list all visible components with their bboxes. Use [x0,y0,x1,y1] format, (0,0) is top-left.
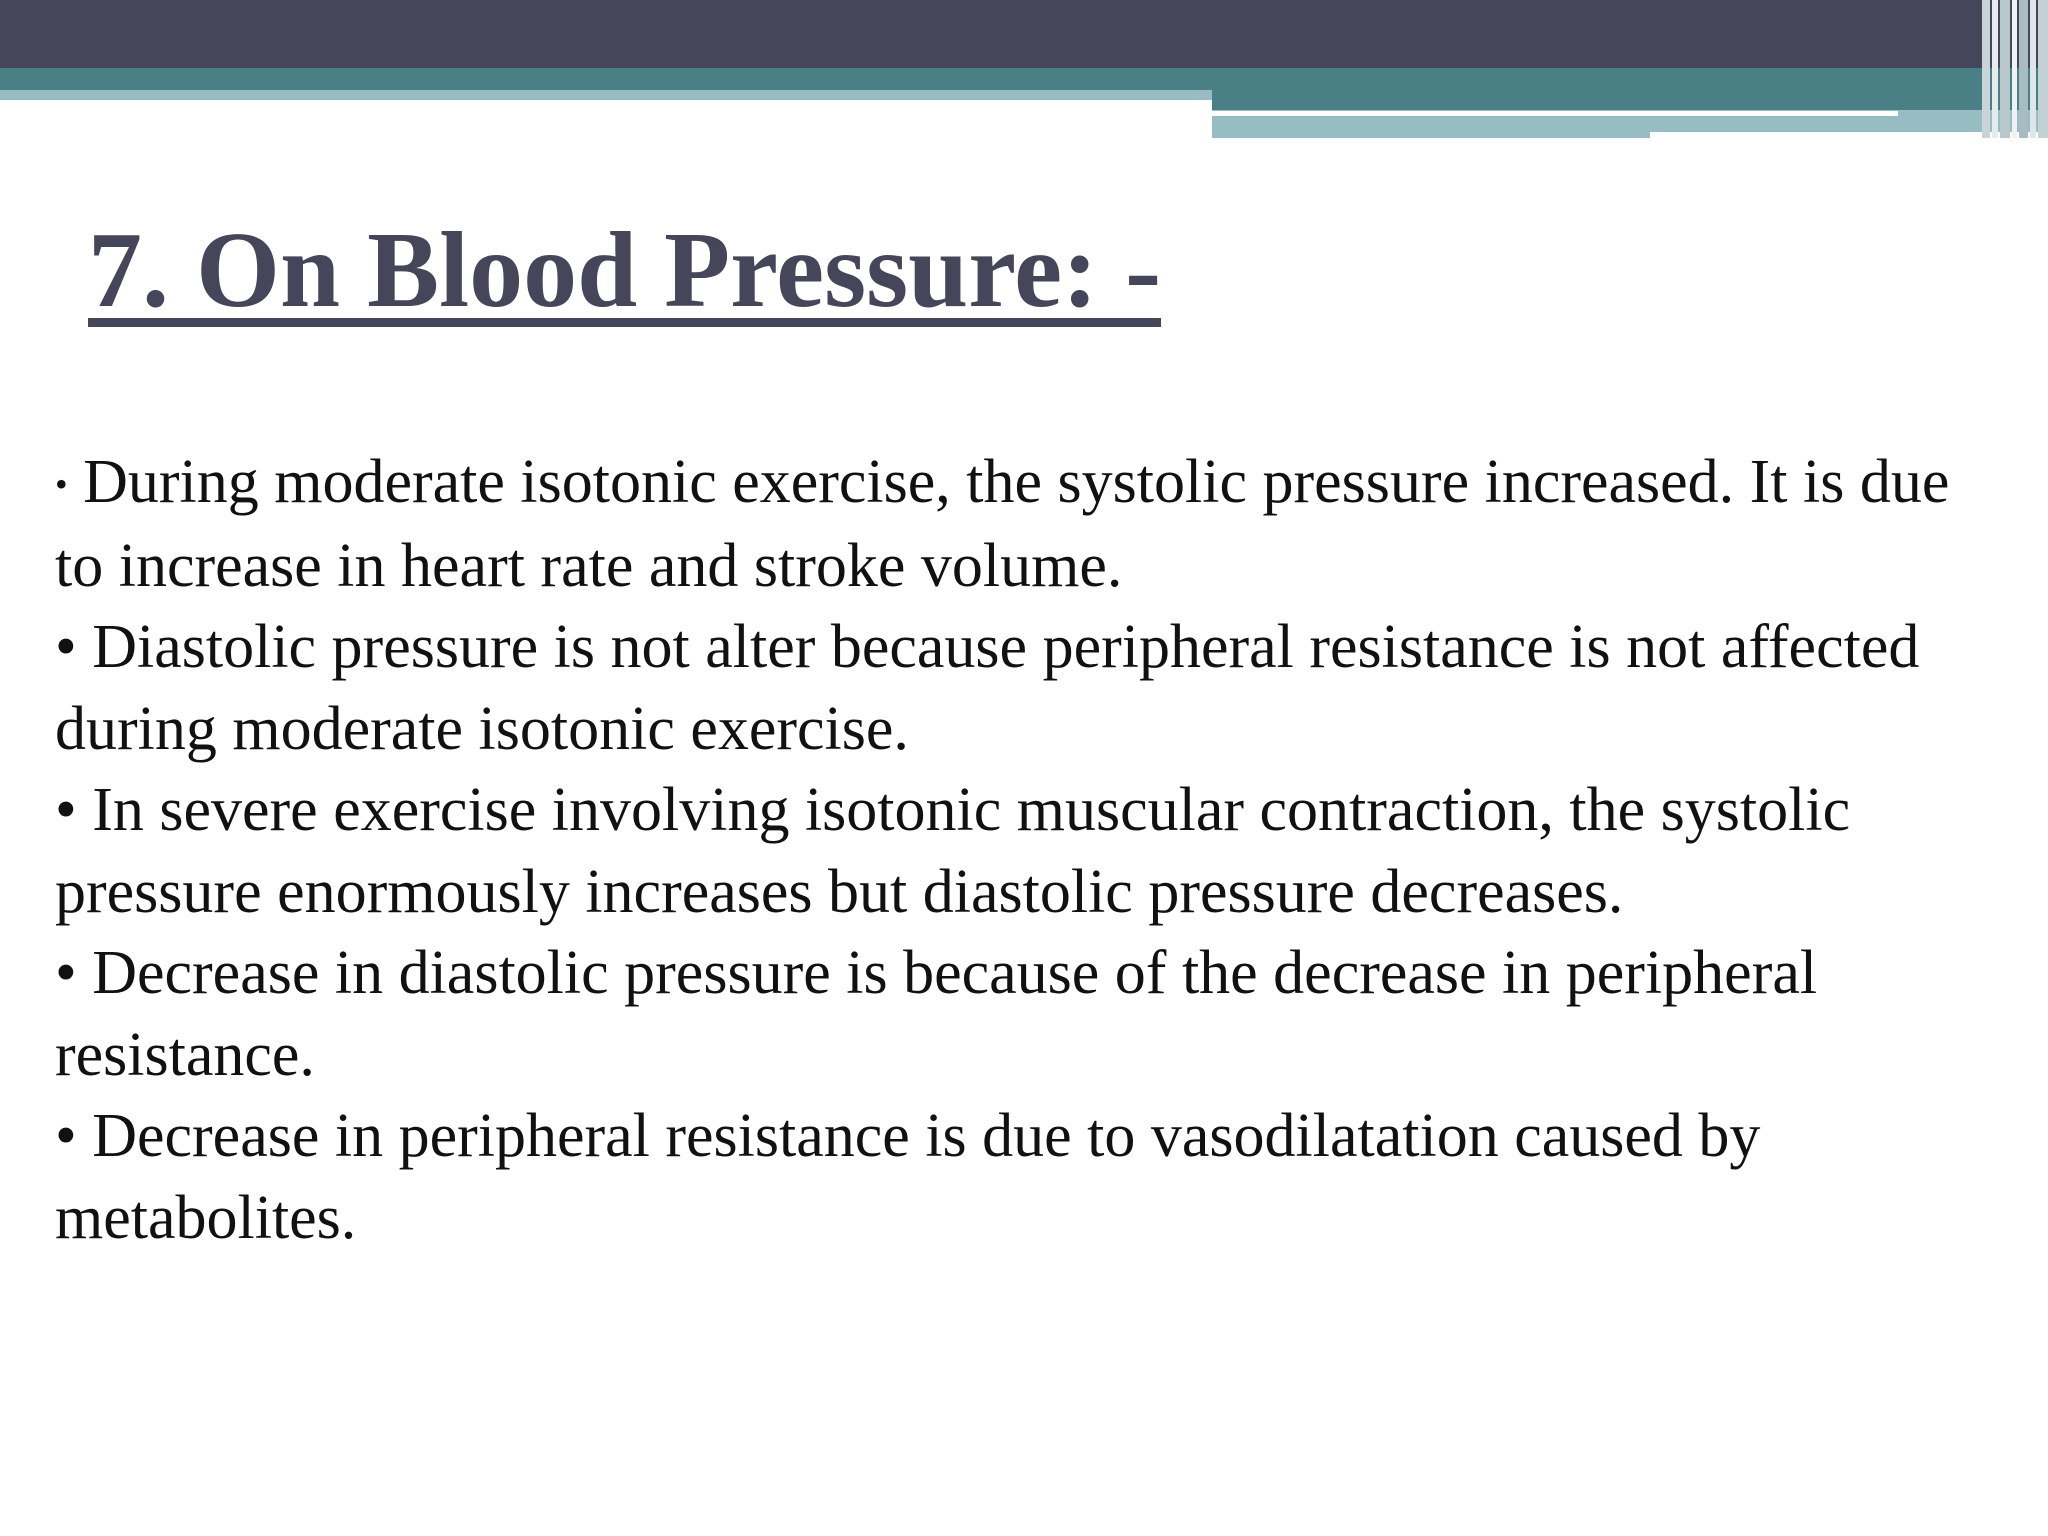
bullet-item [55,1096,1995,1259]
header-stripe [1992,0,1998,138]
header-stripe [2012,0,2017,138]
bullet-item [55,442,1995,607]
bullet-text: Decrease in peripheral resistance is due to vasodilatation caused by metabolites. [55,1102,1761,1252]
bullet-icon: • [55,1102,77,1170]
header-stripe [2019,0,2028,138]
header-light-band-left [0,90,1212,100]
header-stripe [2030,0,2036,138]
bullet-text: Decrease in diastolic pressure is because of the decrease in peripheral resistance. [55,939,1818,1089]
bullet-icon: • [55,776,77,844]
bullet-text: During moderate isotonic exercise, the systolic pressure increased. It is due to increase in heart rate and stroke volume. [55,448,1950,600]
bullet-item [55,607,1995,770]
header-teal-band-right [1212,90,2048,110]
slide-title: 7. On Blood Pressure: - [88,211,1162,330]
bullet-list [55,442,1995,1259]
bullet-text: Diastolic pressure is not alter because peripheral resistance is not affected during moderate isotonic exercise. [55,613,1920,763]
header-teal-band [0,68,2048,90]
header-stripe [2038,0,2048,138]
bullet-item [55,770,1995,933]
bullet-item [55,933,1995,1096]
header-dark-band [0,0,2048,68]
bullet-icon: • [55,464,68,504]
bullet-icon: • [55,939,77,1007]
header-stripe [2000,0,2010,138]
header-accent-line [1212,111,1898,116]
header-stripe [1982,0,1990,138]
bullet-text: In severe exercise involving isotonic muscular contraction, the systolic pressure enormously increases but diastolic pressure decreases. [55,776,1851,926]
header-stripes [1982,0,2048,138]
bullet-icon: • [55,613,77,681]
